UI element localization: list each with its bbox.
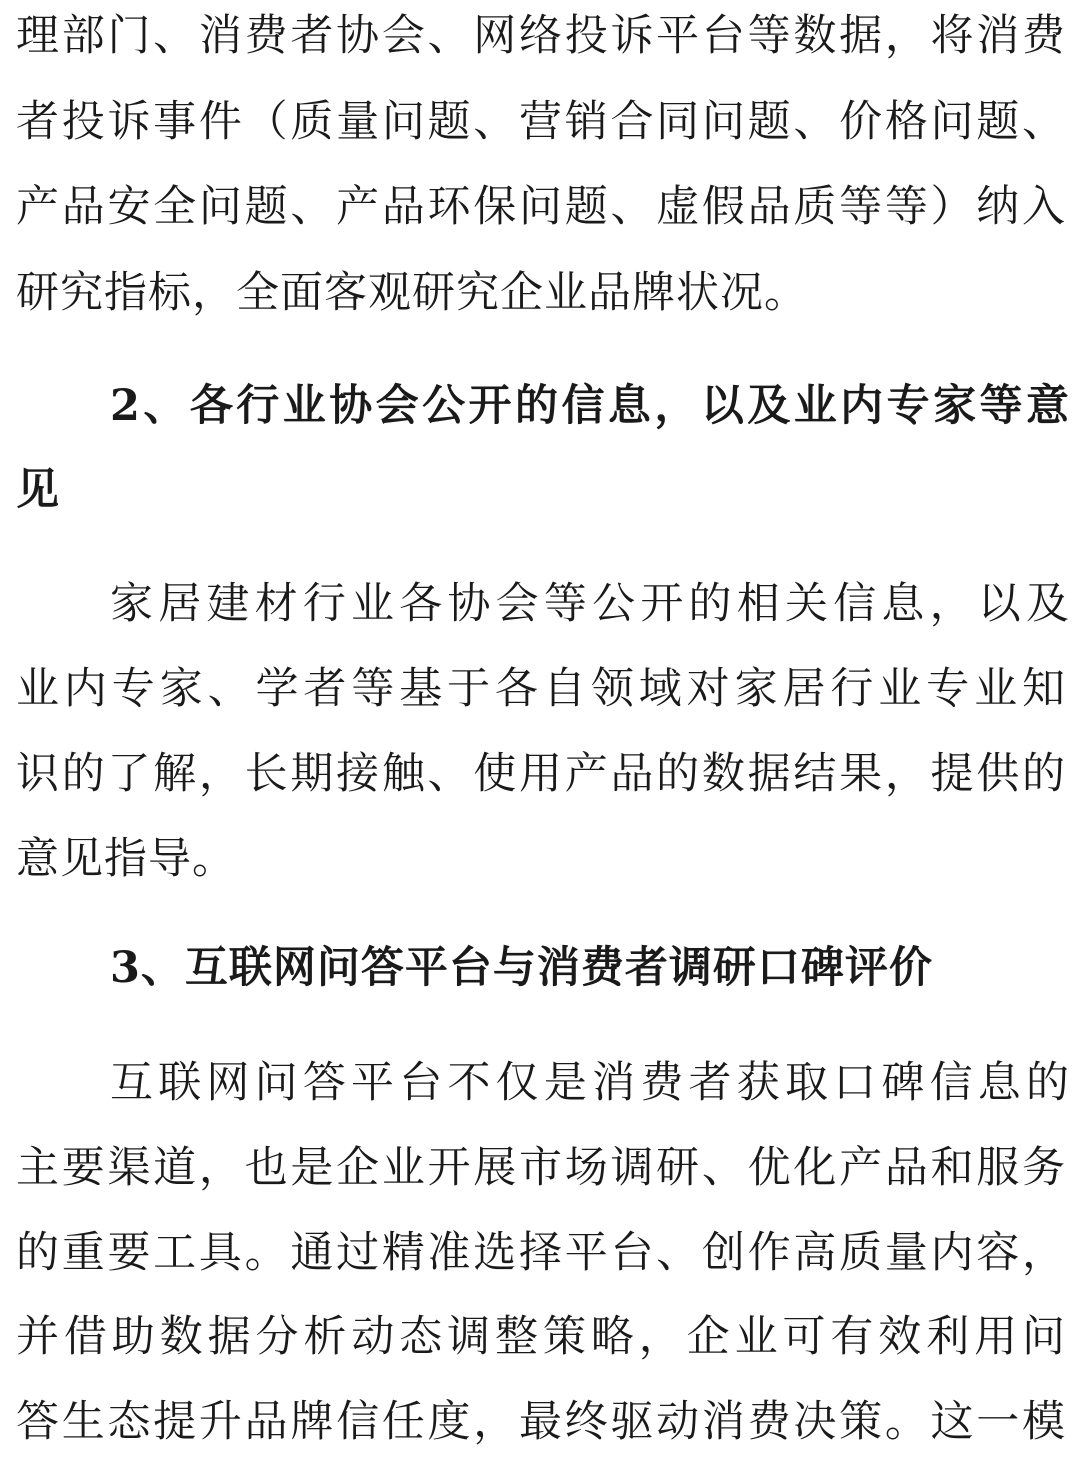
paragraph2-line-4: 意见指导。 — [16, 834, 236, 884]
paragraph2-line-3: 识的了解，长期接触、使用产品的数据结果，提供的 — [16, 749, 1066, 799]
paragraph3-line-1: 互联网问答平台不仅是消费者获取口碑信息的 — [110, 1058, 1070, 1108]
paragraph3-line-5: 答生态提升品牌信任度，最终驱动消费决策。这一模 — [16, 1397, 1066, 1447]
paragraph1-line-4: 研究指标，全面客观研究企业品牌状况。 — [16, 268, 808, 318]
section-heading-2-line-2: 见 — [16, 465, 60, 515]
paragraph3-line-3: 的重要工具。通过精准选择平台、创作高质量内容， — [16, 1228, 1066, 1278]
paragraph2-line-2: 业内专家、学者等基于各自领域对家居行业专业知 — [16, 664, 1066, 714]
paragraph1-line-3: 产品安全问题、产品环保问题、虚假品质等等）纳入 — [16, 182, 1066, 232]
paragraph3-line-2: 主要渠道，也是企业开展市场调研、优化产品和服务 — [16, 1143, 1066, 1193]
paragraph1-line-2: 者投诉事件（质量问题、营销合同问题、价格问题、 — [16, 97, 1066, 147]
paragraph2-line-1: 家居建材行业各协会等公开的相关信息，以及 — [110, 579, 1070, 629]
paragraph1-line-1: 理部门、消费者协会、网络投诉平台等数据，将消费 — [16, 11, 1066, 61]
section-heading-2-line-1: 2、各行业协会公开的信息，以及业内专家等意 — [110, 381, 1070, 431]
section-heading-3: 3、互联网问答平台与消费者调研口碑评价 — [110, 943, 933, 993]
paragraph3-line-4: 并借助数据分析动态调整策略，企业可有效利用问 — [16, 1312, 1066, 1362]
